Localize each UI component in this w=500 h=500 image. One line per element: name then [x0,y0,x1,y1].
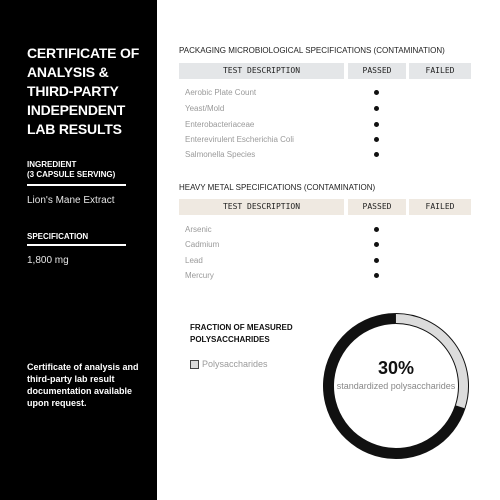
micro-passed-dot [374,137,379,142]
metal-section-title: HEAVY METAL SPECIFICATIONS (CONTAMINATION) [179,183,376,192]
metal-row-label: Cadmium [185,240,220,249]
metal-header-test: TEST DESCRIPTION [179,199,344,215]
legend-swatch [190,360,199,369]
metal-passed-dot [374,273,379,278]
micro-section-title: PACKAGING MICROBIOLOGICAL SPECIFICATIONS (CONTAMINATION) [179,46,445,55]
specification-rule [27,244,126,246]
sidebar [0,0,157,500]
metal-row-label: Arsenic [185,225,212,234]
metal-row-label: Lead [185,256,203,265]
metal-passed-dot [374,227,379,232]
ingredient-rule [27,184,126,186]
micro-row-label: Yeast/Mold [185,104,225,113]
metal-passed-dot [374,242,379,247]
micro-header-test: TEST DESCRIPTION [179,63,344,79]
specification-value: 1,800 mg [27,255,69,266]
donut-caption: standardized polysaccharides [336,381,456,391]
micro-row-label: Enterevirulent Escherichia Coli [185,135,294,144]
fraction-title: FRACTION OF MEASURED POLYSACCHARIDES [190,323,293,344]
ingredient-sublabel: (3 CAPSULE SERVING) [27,170,116,179]
ingredient-value: Lion's Mane Extract [27,195,115,206]
donut-percentage: 30% [377,358,415,378]
documentation-note: Certificate of analysis and third-party lab result documentation available upon request. [27,362,139,408]
legend-label: Polysaccharides [202,359,268,369]
metal-row-label: Mercury [185,271,214,280]
micro-row-label: Aerobic Plate Count [185,88,257,97]
ingredient-label: INGREDIENT [27,160,77,169]
metal-passed-dot [374,258,379,263]
micro-row-label: Enterobacteriaceae [185,120,255,129]
micro-header-passed: PASSED [348,63,406,79]
micro-header-failed: FAILED [409,63,471,79]
micro-row-label: Salmonella Species [185,150,256,159]
micro-passed-dot [374,90,379,95]
metal-header-failed: FAILED [409,199,471,215]
metal-header-passed: PASSED [348,199,406,215]
specification-label: SPECIFICATION [27,232,89,241]
micro-passed-dot [374,152,379,157]
micro-passed-dot [374,122,379,127]
micro-passed-dot [374,106,379,111]
sidebar-title: CERTIFICATE OF ANALYSIS & THIRD-PARTY INDEPENDENT LAB RESULTS [27,45,140,137]
